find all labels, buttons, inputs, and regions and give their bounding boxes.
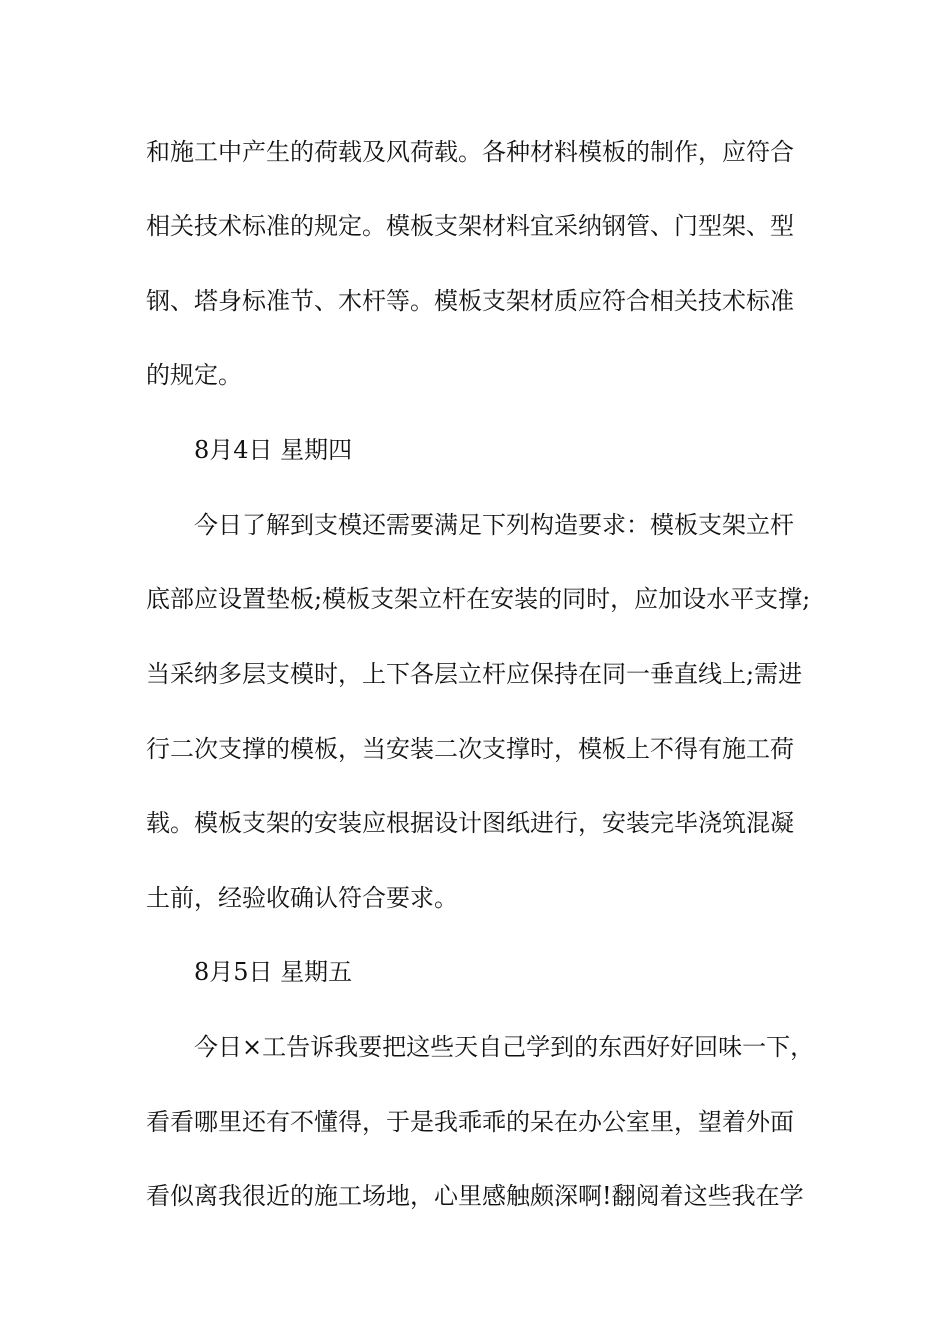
paragraph-2-line-1: 今日了解到支模还需要满足下列构造要求：模板支架立杆 [194,511,794,539]
text-line [0,132,950,172]
paragraph-3-line-1: 今日×工告诉我要把这些天自己学到的东西好好回味一下， [194,1033,815,1061]
date-heading [0,952,950,992]
text-line [0,803,950,843]
text-line [0,729,950,769]
paragraph-1-line-4: 的规定。 [146,361,242,389]
text-line [0,1176,950,1216]
text-line [0,206,950,246]
paragraph-3-line-2: 看看哪里还有不懂得，于是我乖乖的呆在办公室里，望着外面 [146,1108,794,1136]
paragraph-2-line-2: 底部应设置垫板;模板支架立杆在安装的同时，应加设水平支撑; [146,585,811,613]
text-line [0,654,950,694]
text-line [0,505,950,545]
paragraph-2-line-5: 载。模板支架的安装应根据设计图纸进行，安装完毕浇筑混凝 [146,809,794,837]
text-line [0,281,950,321]
paragraph-2-line-4: 行二次支撑的模板，当安装二次支撑时，模板上不得有施工荷 [146,735,794,763]
paragraph-2-line-6: 土前，经验收确认符合要求。 [146,884,458,912]
text-line [0,878,950,918]
text-line [0,1027,950,1067]
paragraph-3-line-3: 看似离我很近的施工场地，心里感触颇深啊!翻阅着这些我在学 [146,1182,804,1210]
text-line [0,579,950,619]
date-heading-aug-5: 8月5日 星期五 [194,958,353,986]
paragraph-1-line-1: 和施工中产生的荷载及风荷载。各种材料模板的制作，应符合 [146,138,794,166]
text-line [0,1102,950,1142]
paragraph-1-line-3: 钢、塔身标准节、木杆等。模板支架材质应符合相关技术标准 [146,287,794,315]
date-heading-aug-4: 8月4日 星期四 [194,436,353,464]
paragraph-1-line-2: 相关技术标准的规定。模板支架材料宜采纳钢管、门型架、型 [146,212,794,240]
text-line [0,355,950,395]
date-heading [0,430,950,470]
paragraph-2-line-3: 当采纳多层支模时，上下各层立杆应保持在同一垂直线上;需进 [146,660,803,688]
